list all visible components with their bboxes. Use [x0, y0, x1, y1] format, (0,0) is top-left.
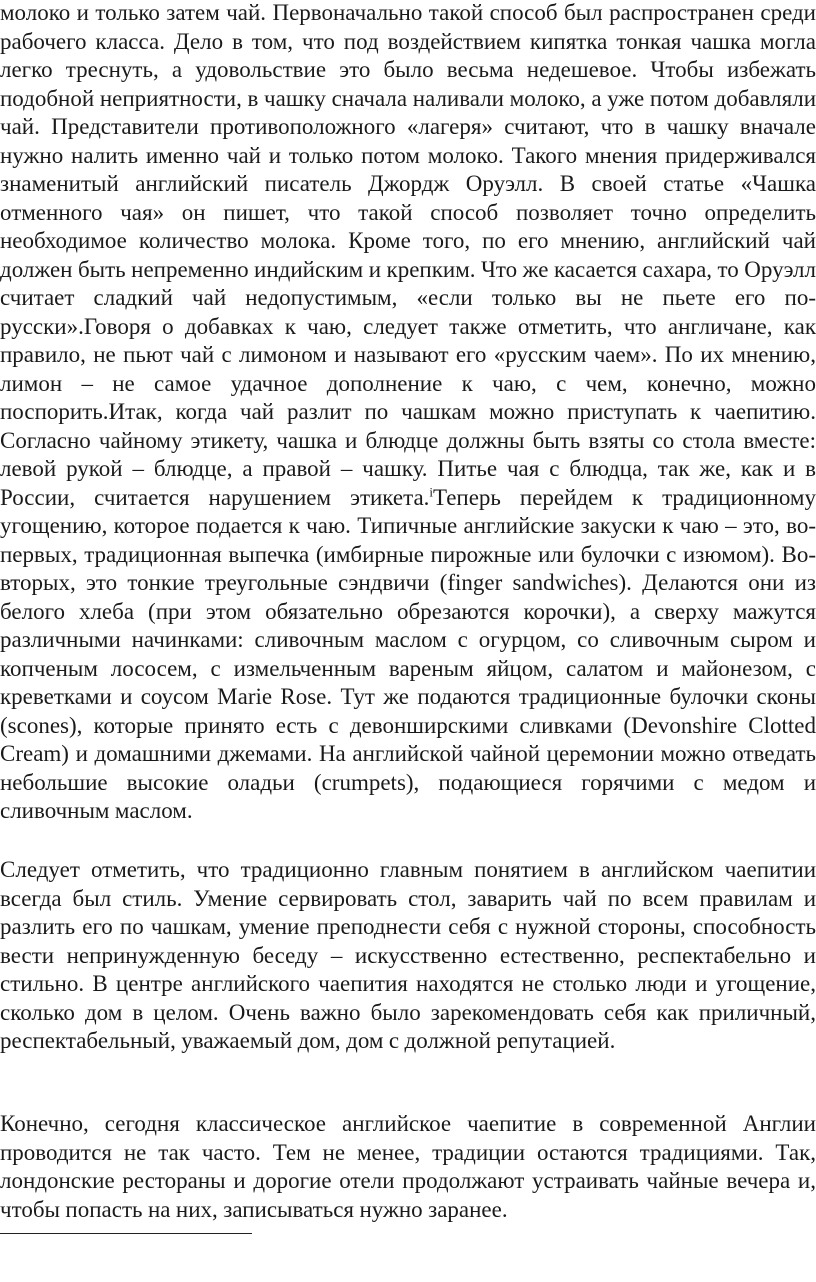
footnote-reference[interactable]: i	[429, 483, 434, 499]
paragraph-1-text-part-1: молоко и только затем чай. Первоначально такой способ был распространен среди рабочего класса. Дело в том, что под воздействием кипятка тонкая чашка могла легко треснуть, а удовольствие это было весьма недешевое. Чтобы избежать подобной неприятности, в чашку сначала наливали молоко, а уже потом добавляли чай. Представители противоположного «лагеря» считают, что в чашку вначале нужно налить именно чай и только потом молоко. Такого мнения придерживался знаменитый английский писатель Джордж Оруэлл. В своей статье «Чашка отменного чая» он пишет, что такой способ позволяет точно определить необходимое количество молока. Кроме того, по его мнению, английский чай должен быть непременно индийским и крепким. Что же касается сахара, то Оруэлл считает сладкий чай недопустимым, «если только вы не пьете его по-русски».Говоря о добавках к чаю, следует также отметить, что англичане, как правило, не пьют чай с лимоном и называют его «русским чаем». По их мнению, лимон – не самое удачное дополнение к чаю, с чем, конечно, можно поспорить.Итак, когда чай разлит по чашкам можно приступать к чаепитию. Согласно чайному этикету, чашка и блюдце должны быть взяты со стола вместе: левой рукой – блюдце, а правой – чашку. Питье чая с блюдца, так же, как и в России, считается нарушением этикета.	[0, 0, 816, 510]
footnote-separator	[0, 1233, 252, 1234]
paragraph-2: Следует отметить, что традиционно главным понятием в английском чаепитии всегда был стиль. Умение сервировать стол, заварить чай по всем правилам и разлить его по чашкам, умение преподнести себя с нужной стороны, способность вести непринужденную беседу – искусственно естественно, респектабельно и стильно. В центре английского чаепития находятся не столько люди и угощение, сколько дом в целом. Очень важно было зарекомендовать себя как приличный, респектабельный, уважаемый дом, дом с должной репутацией.	[0, 857, 816, 1053]
paragraph-1-text-part-2: Теперь перейдем к традиционному угощению, которое подается к чаю. Типичные английские закуски к чаю – это, во-первых, традиционная выпечка (имбирные пирожные или булочки с изюмом). Во-вторых, это тонкие треугольные сэндвичи (finger sandwiches). Делаются они из белого хлеба (при этом обязательно обрезаются корочки), а сверху мажутся различными начинками: сливочным маслом с огурцом, со сливочным сыром и копченым лососем, с измельченным вареным яйцом, салатом и майонезом, с креветками и соусом Marie Rose. Тут же подаются традиционные булочки сконы (scones), которые принято есть с девонширскими сливками (Devonshire Clotted Cream) и домашними джемами. На английской чайной церемонии можно отведать небольшие высокие оладьи (crumpets), подающиеся горячими с медом и сливочным маслом.	[0, 484, 816, 823]
paragraph-3: Конечно, сегодня классическое английское чаепитие в современной Англии проводится не так часто. Тем не менее, традиции остаются традициями. Так, лондонские рестораны и дорогие отели продолжают устраивать чайные вечера и, чтобы попасть на них, записываться нужно заранее.	[0, 1111, 816, 1222]
